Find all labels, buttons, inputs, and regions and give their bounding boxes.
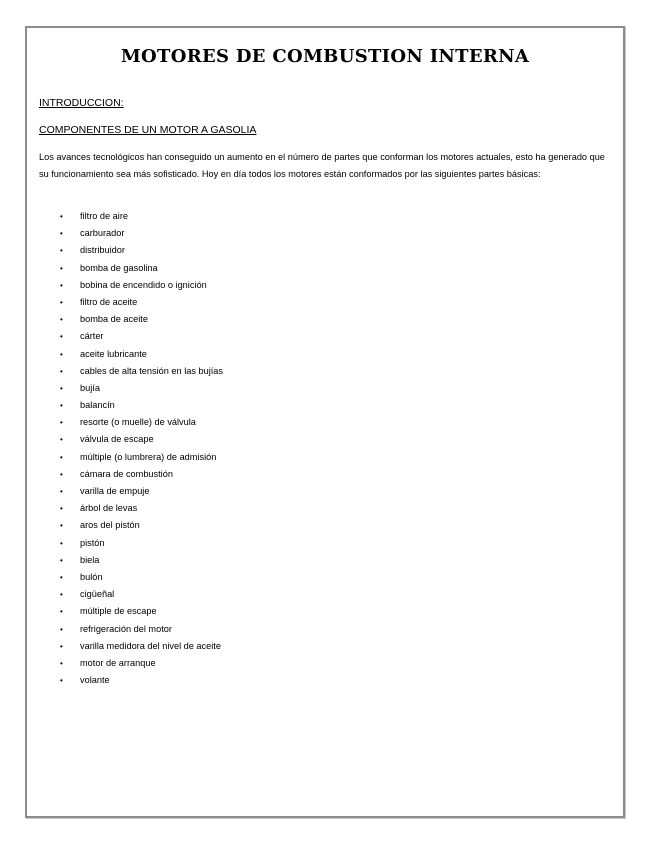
- list-item: [60, 672, 223, 689]
- list-item: [60, 603, 223, 620]
- bullet-icon: •: [60, 521, 63, 531]
- bullet-icon: •: [60, 435, 63, 445]
- list-item-text: aceite lubricante: [80, 348, 147, 359]
- list-item: [60, 311, 223, 328]
- list-item-text: cigüeñal: [80, 589, 115, 600]
- bullet-icon: •: [60, 418, 63, 428]
- bullet-icon: •: [60, 263, 63, 273]
- bullet-icon: •: [60, 572, 63, 582]
- list-item-text: filtro de aire: [80, 211, 129, 221]
- list-item: [60, 414, 223, 431]
- list-item: [60, 552, 223, 569]
- list-item: [60, 655, 223, 672]
- list-item-text: resorte (o muelle) de válvula: [80, 417, 196, 428]
- components-heading: COMPONENTES DE UN MOTOR A GASOLIA: [39, 124, 257, 136]
- bullet-icon: •: [60, 590, 63, 600]
- bullet-icon: •: [60, 401, 63, 411]
- list-item-text: cárter: [80, 331, 104, 342]
- document-title: MOTORES DE COMBUSTION INTERNA: [120, 46, 530, 67]
- document-page: [25, 26, 625, 818]
- list-item: [60, 346, 223, 363]
- list-item-text: válvula de escape: [80, 434, 154, 445]
- bullet-icon: •: [60, 555, 63, 565]
- bullet-icon: •: [60, 229, 63, 239]
- list-item-text: bomba de gasolina: [80, 262, 158, 273]
- list-item: [60, 363, 223, 380]
- bullet-icon: •: [60, 246, 63, 256]
- list-item-text: bomba de aceite: [80, 314, 148, 325]
- list-item: [60, 380, 223, 397]
- list-item-text: pistón: [80, 537, 105, 548]
- list-item: [60, 277, 223, 294]
- list-item: [60, 638, 223, 655]
- list-item-text: motor de arranque: [80, 657, 156, 668]
- bullet-icon: •: [60, 658, 63, 668]
- list-item-text: biela: [80, 554, 100, 565]
- bullet-icon: •: [60, 349, 63, 359]
- list-item: [60, 449, 223, 466]
- bullet-icon: •: [60, 538, 63, 548]
- list-item: [60, 586, 223, 603]
- bullet-icon: •: [60, 624, 63, 634]
- list-item: [60, 328, 223, 345]
- list-item-text: árbol de levas: [80, 503, 138, 514]
- list-item: [60, 260, 223, 277]
- list-item: [60, 466, 223, 483]
- bullet-icon: •: [60, 469, 63, 479]
- bullet-icon: •: [60, 280, 63, 290]
- list-item: [60, 535, 223, 552]
- list-item-text: cámara de combustión: [80, 468, 173, 479]
- list-item-text: varilla medidora del nivel de aceite: [80, 640, 221, 651]
- list-item-text: múltiple (o lumbrera) de admisión: [80, 451, 217, 462]
- bullet-icon: •: [60, 332, 63, 342]
- list-item: [60, 483, 223, 500]
- list-item: [60, 431, 223, 448]
- bullet-icon: •: [60, 641, 63, 651]
- list-item: [60, 242, 223, 259]
- list-item-text: filtro de aceite: [80, 296, 138, 307]
- bullet-icon: •: [60, 504, 63, 514]
- list-item-text: volante: [80, 675, 110, 686]
- list-item-text: carburador: [80, 228, 125, 239]
- bullet-icon: •: [60, 676, 63, 686]
- list-item-text: balancín: [80, 400, 115, 411]
- list-item: [60, 517, 223, 534]
- list-item: [60, 225, 223, 242]
- intro-paragraph: Los avances tecnológicos han conseguido un aumento en el número de partes que conforman los motores actuales, esto ha generado que su funcionamiento sea más sofisticado. Hoy en día todos los motores están conformados por las siguientes partes básicas:: [39, 152, 605, 179]
- list-item: [60, 208, 223, 225]
- list-item-text: aros del pistón: [80, 520, 140, 531]
- list-item-text: bulón: [80, 571, 103, 582]
- bullet-icon: •: [60, 297, 63, 307]
- bullet-icon: •: [60, 315, 63, 325]
- list-item-text: varilla de empuje: [80, 486, 150, 496]
- list-item-text: múltiple de escape: [80, 606, 157, 617]
- bullet-icon: •: [60, 452, 63, 462]
- parts-list: [60, 208, 223, 689]
- list-item-text: refrigeración del motor: [80, 623, 172, 634]
- list-item: [60, 500, 223, 517]
- list-item: [60, 569, 223, 586]
- list-item-text: cables de alta tensión en las bujías: [80, 365, 224, 376]
- list-item-text: bobina de encendido o ignición: [80, 279, 207, 290]
- list-item-text: distribuidor: [80, 245, 125, 256]
- list-item: [60, 294, 223, 311]
- bullet-icon: •: [60, 607, 63, 617]
- list-item: [60, 621, 223, 638]
- bullet-icon: •: [60, 383, 63, 393]
- list-item-text: bujía: [80, 382, 100, 393]
- bullet-icon: •: [60, 487, 63, 496]
- intro-heading: INTRODUCCION:: [39, 97, 124, 109]
- bullet-icon: •: [60, 366, 63, 376]
- list-item: [60, 397, 223, 414]
- bullet-icon: •: [60, 212, 63, 221]
